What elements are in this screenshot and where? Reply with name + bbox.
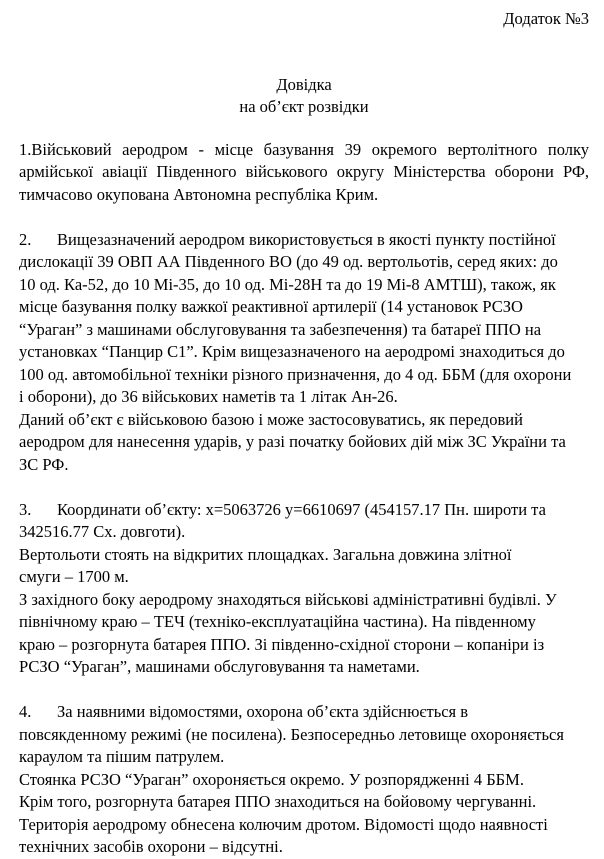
paragraph-number: 3. xyxy=(19,499,32,519)
paragraph-3 xyxy=(19,499,589,679)
text-line: армійської авіації Південного військового округу Міністерства оборони РФ, xyxy=(19,162,589,181)
text-line: 342516.77 Сх. довготи). xyxy=(19,522,186,541)
text-line: Територія аеродрому обнесена колючим дротом. Відомості щодо наявності xyxy=(19,814,548,834)
text-run: Вищезазначений аеродром використовується в якості пункту постійної xyxy=(57,229,556,249)
text-line: РСЗО “Ураган”, машинами обслуговування та наметами. xyxy=(19,657,420,676)
paragraph-4 xyxy=(19,701,589,859)
text-run: За наявними відомостями, охорона об’єкта здійснюється в xyxy=(57,702,469,721)
text-line: “Ураган” з машинами обслуговування та забезпечення) та батареї ППО на xyxy=(19,319,542,339)
text-line: краю – розгорнута батарея ППО. Зі південно-східної сторони – копаніри із xyxy=(19,634,545,654)
text-line: 1.Військовий аеродром - місце базування 39 окремого вертолітного полку xyxy=(19,139,589,159)
text-line: Даний об’єкт є військовою базою і може застосовуватись, як передовий xyxy=(19,409,523,429)
text-line: смуги – 1700 м. xyxy=(19,567,129,586)
text-line: Крім того, розгорнута батарея ППО знаходиться на бойовому чергуванні. xyxy=(19,792,537,811)
text-line: ЗС РФ. xyxy=(19,454,69,474)
text-line: З західного боку аеродрому знаходяться військові адміністративні будівлі. У xyxy=(19,589,557,609)
title-line-2: на об’єкт розвідки xyxy=(239,97,369,116)
text-line: і оборони), до 36 військових наметів та 1 літак Ан-26. xyxy=(19,387,398,406)
paragraph-2 xyxy=(19,229,589,477)
paragraph-number: 4. xyxy=(19,702,32,721)
text-line: технічних засобів охорони – відсутні. xyxy=(19,837,283,856)
text-line: Вертольоти стоять на відкритих площадках. Загальна довжина злітної xyxy=(19,544,512,564)
title-line-1: Довідка xyxy=(276,74,332,94)
text-line: караулом та пішим патрулем. xyxy=(19,747,225,766)
text-line: аеродром для нанесення ударів, у разі початку бойових дій між ЗС України та xyxy=(19,432,566,451)
text-line: установках “Панцир С1”. Крім вищезазначеного на аеродромі знаходиться до xyxy=(19,342,565,361)
paragraph-1 xyxy=(19,139,589,207)
text-line: повсякденному режимі (не посилена). Безпосередньо летовище охороняється xyxy=(19,724,564,744)
text-run: Координати об’єкту: x=5063726 y=6610697 (454157.17 Пн. широти та xyxy=(57,499,546,519)
text-line: 100 од. автомобільної техніки різного призначення, до 4 од. ББМ (для охорони xyxy=(19,364,572,384)
text-line xyxy=(19,499,589,522)
text-line: місце базування полку важкої реактивної артилерії (14 установок РСЗО xyxy=(19,297,523,316)
document-title xyxy=(19,74,589,119)
text-line: Стоянка РСЗО “Ураган” охороняється окремо. У розпорядженні 4 ББМ. xyxy=(19,769,524,789)
text-line: дислокації 39 ОВП АА Південного ВО (до 49 од. вертольотів, серед яких: до xyxy=(19,252,558,271)
text-line xyxy=(19,701,589,724)
text-line: тимчасово окупована Автономна республіка Крим. xyxy=(19,184,379,204)
text-line: 10 од. Ка-52, до 10 Мі-35, до 10 од. Мі-28Н та до 19 Мі-8 АМТШ), також, як xyxy=(19,274,556,294)
text-line xyxy=(19,229,589,252)
annex-label: Додаток №3 xyxy=(503,9,589,28)
text-line: північному краю – ТЕЧ (техніко-експлуатаційна частина). На південному xyxy=(19,612,536,631)
paragraph-number: 2. xyxy=(19,229,32,249)
